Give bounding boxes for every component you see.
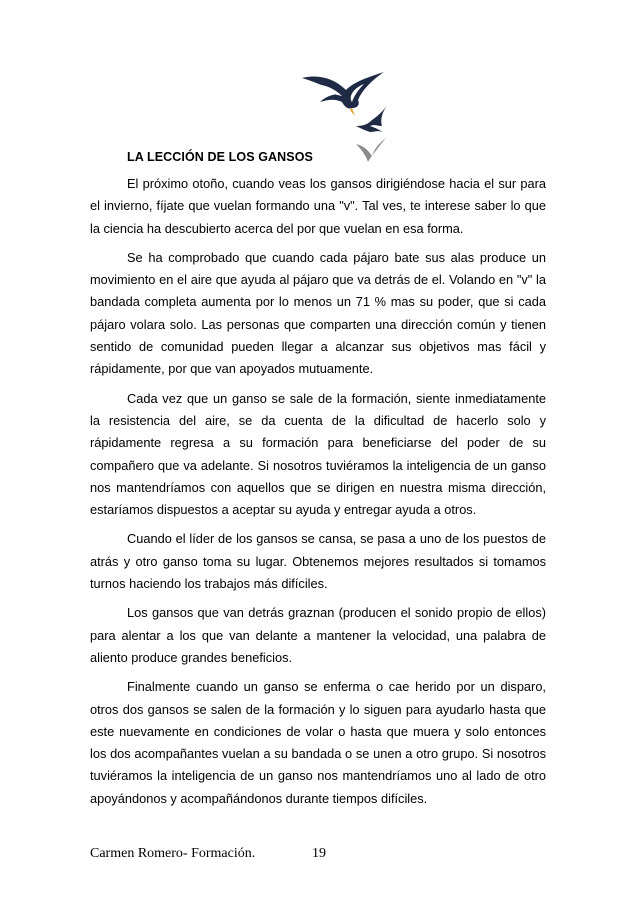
small-bird-icon [356,138,386,162]
document-title: LA LECCIÓN DE LOS GANSOS [127,150,313,164]
document-body [90,173,546,817]
paragraph: Finalmente cuando un ganso se enferma o cae herido por un disparo, otros dos gansos se salen de la formación y lo siguen para ayudarlo hasta que este nuevamente en condiciones de volar o hasta que muera y solo entonces los dos acompañantes vuelan a su bandada o se unen a otro grupo. Si nosotros tuviéramos la inteligencia de un ganso nos mantendríamos uno al lado de otro apoyándonos y acompañándonos durante tiempos difíciles. [90,679,546,806]
page-number: 19 [312,846,326,861]
footer-author: Carmen Romero- Formación. [90,846,256,861]
paragraph: Se ha comprobado que cuando cada pájaro bate sus alas produce un movimiento en el aire que ayuda al pájaro que va detrás de el. Volando en "v" la bandada completa aumenta por lo menos un 71 % mas su poder, que si cada pájaro volara solo. Las personas que comparten una dirección común y tienen sentido de comunidad pueden llegar a alcanzar sus objetivos mas fácil y rápidamente, por que van apoyados mutuamente. [90,249,546,377]
middle-bird-icon [356,104,388,132]
large-bird-icon [302,72,384,109]
paragraph: Cuando el líder de los gansos se cansa, se pasa a uno de los puestos de atrás y otro ganso toma su lugar. Obtenemos mejores resultados si tomamos turnos haciendo los trabajos más difíciles. [90,531,546,592]
paragraph: Cada vez que un ganso se sale de la formación, siente inmediatamente la resistencia del aire, se da cuenta de la dificultad de hacerlo solo y rápidamente regresa a su formación para beneficiarse del poder de su compañero que va adelante. Si nosotros tuviéramos la inteligencia de un ganso nos mantendríamos con aquellos que se dirigen en nuestra misma dirección, estaríamos dispuestos a aceptar su ayuda y entregar ayuda a otros. [90,390,546,518]
paragraph: El próximo otoño, cuando veas los gansos dirigiéndose hacia el sur para el invierno, fíjate que vuelan formando una "v". Tal ves, te interese saber lo que la ciencia ha descubierto acerca del por que vuelan en esa forma. [90,176,546,236]
page-footer [90,846,326,862]
paragraph: Los gansos que van detrás graznan (producen el sonido propio de ellos) para alentar a los que van delante a mantener la velocidad, una palabra de aliento produce grandes beneficios. [90,605,546,665]
